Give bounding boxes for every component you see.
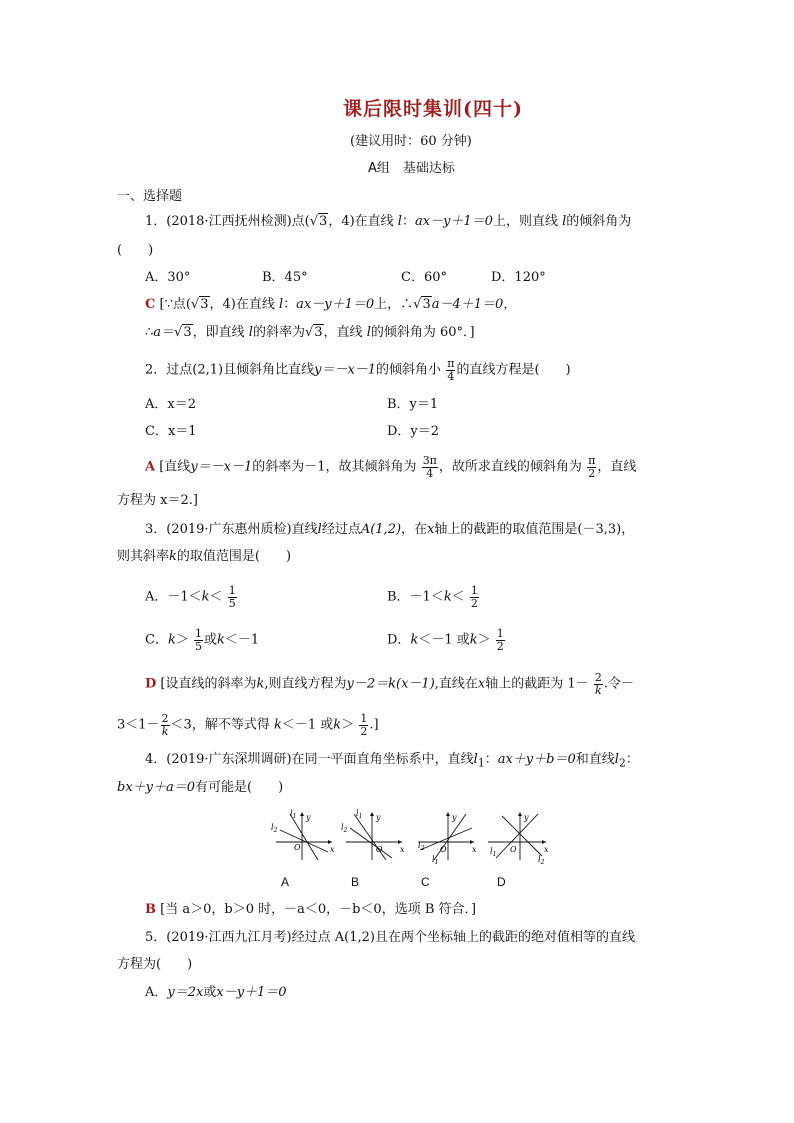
svg-text:l1: $l_1$ — [290, 809, 297, 820]
q2-option-b: B．y＝1 — [387, 397, 439, 412]
axis-x-label: x — [544, 845, 549, 854]
svg-text:l2: $l_2$ — [341, 823, 348, 834]
q3-stem-line1: 3．(2019·广东惠州质检)直线l经过点A(1,2)，在x轴上的截距的取值范围是(－3,3)， — [145, 522, 635, 537]
q5-option-a: A．y＝2x或x－y＋1＝0 — [145, 985, 287, 1000]
q4-figure-label-a: A — [281, 875, 290, 889]
svg-text:l2: $l_2$ — [271, 823, 278, 834]
q4-figure-label-c: C — [421, 875, 430, 889]
svg-text:l1: $l_1$ — [356, 809, 363, 820]
svg-text:l1: $l_1$ — [432, 855, 439, 864]
axis-y-label: y — [524, 813, 529, 822]
axis-x-label: x — [330, 845, 335, 854]
time-note: (建议用时：60 分钟) — [350, 134, 472, 149]
q1-option-d: D．120° — [491, 270, 546, 285]
axis-y-label: y — [452, 813, 457, 822]
q1-paren: ( ) — [117, 243, 154, 258]
q2-answer: A — [145, 459, 156, 475]
axis-y-label: y — [376, 813, 381, 822]
group-heading: A组 基础达标 — [368, 161, 455, 176]
q5-stem-line1: 5．(2019·江西九江月考)经过点 A(1,2)且在两个坐标轴上的截距的绝对值相等的直线 — [145, 930, 635, 945]
origin-label: O — [294, 843, 301, 852]
q2-stem: 2．过点(2,1)且倾斜角比直线y＝－x－1的倾斜角小 $\frac{\pi}{4}$ 的直线方程是( ) — [145, 357, 571, 383]
q4-figure-label-b: B — [351, 875, 360, 889]
q4-stem-line1: 4．(2019·广东深圳调研)在同一平面直角坐标系中，直线$l_1$：ax＋y＋b＝0和直线$l_2$： — [145, 752, 639, 770]
q4-figure-d — [480, 808, 552, 864]
q1-stem: 1．(2018·江西抚州检测)点(√3，4)在直线 l：ax－y＋1＝0上，则直线 l的倾斜角为 — [145, 214, 632, 229]
q2-solution-line2: 方程为 x＝2.] — [117, 493, 198, 508]
q3-option-a: A．－1＜k＜ $\frac{1}{5}$ — [145, 584, 236, 610]
q3-solution-line2: 3＜1－ $\frac{2}{k}<3$，解不等式得 k＜－1 或k＞ $\frac{1}{2}$ .] — [117, 712, 379, 738]
q4-solution: B [当 a＞0，b＞0 时，－a＜0，－b＜0，选项 B 符合．] — [145, 902, 477, 917]
origin-label: O — [510, 845, 517, 854]
q1-option-b: B．45° — [262, 270, 308, 285]
q1-solution-line1: C [∵点(√3，4)在直线 l：ax－y＋1＝0上，∴√3a－4＋1＝0， — [145, 297, 517, 312]
svg-text:l2: $l_2$ — [418, 841, 425, 852]
q5-stem-line2: 方程为( ) — [117, 957, 193, 972]
q3-option-c: C．k＞ $\frac{1}{5}$ 或k＜－1 — [145, 627, 260, 653]
axis-x-label: x — [472, 845, 477, 854]
q2-option-d: D．y＝2 — [387, 424, 440, 439]
svg-text:l1: $l_1$ — [490, 847, 497, 858]
q2-solution-line1: A [直线y＝－x－1的斜率为－1，故其倾斜角为 $\frac{3\pi}{4}$ ，故所求直线的倾斜角为 $\frac{\pi}{2}$ ，直线 — [145, 454, 637, 480]
q3-option-d: D．k＜－1 或k＞ $\frac{1}{2}$ — [387, 627, 504, 653]
section-heading: 一、选择题 — [117, 189, 183, 204]
q1-option-a: A．30° — [145, 270, 191, 285]
page-title: 课后限时集训(四十) — [343, 98, 523, 120]
q4-figure-label-d: D — [497, 875, 506, 889]
axis-y-label: y — [306, 813, 311, 822]
q4-figure-a — [268, 808, 338, 864]
q4-answer: B — [145, 902, 156, 917]
svg-text:l2: $l_2$ — [538, 855, 545, 864]
q3-answer: D — [145, 676, 157, 692]
q4-stem-line2: bx＋y＋a＝0有可能是( ) — [117, 780, 284, 795]
axis-x-label: x — [400, 845, 405, 854]
q3-solution-line1: D [设直线的斜率为k,则直线方程为y－2＝k(x－1),直线在x轴上的截距为 1－ $\frac{2}{k}$.令－ — [145, 671, 634, 697]
q2-option-c: C．x＝1 — [145, 424, 197, 439]
q4-figure-c — [410, 808, 480, 864]
q1-solution-line2: ∴a＝√3，即直线 l的斜率为√3，直线 l的倾斜角为 60°．] — [145, 325, 475, 340]
q1-answer: C — [145, 297, 156, 312]
origin-label: O — [376, 845, 383, 854]
q3-option-b: B．－1＜k＜ $\frac{1}{2}$ — [387, 584, 478, 610]
origin-label: O — [440, 845, 447, 854]
q4-figure-b — [338, 808, 408, 864]
q2-option-a: A．x＝2 — [145, 397, 196, 412]
q3-stem-line2: 则其斜率k的取值范围是( ) — [117, 549, 292, 564]
q1-option-c: C．60° — [401, 270, 447, 285]
